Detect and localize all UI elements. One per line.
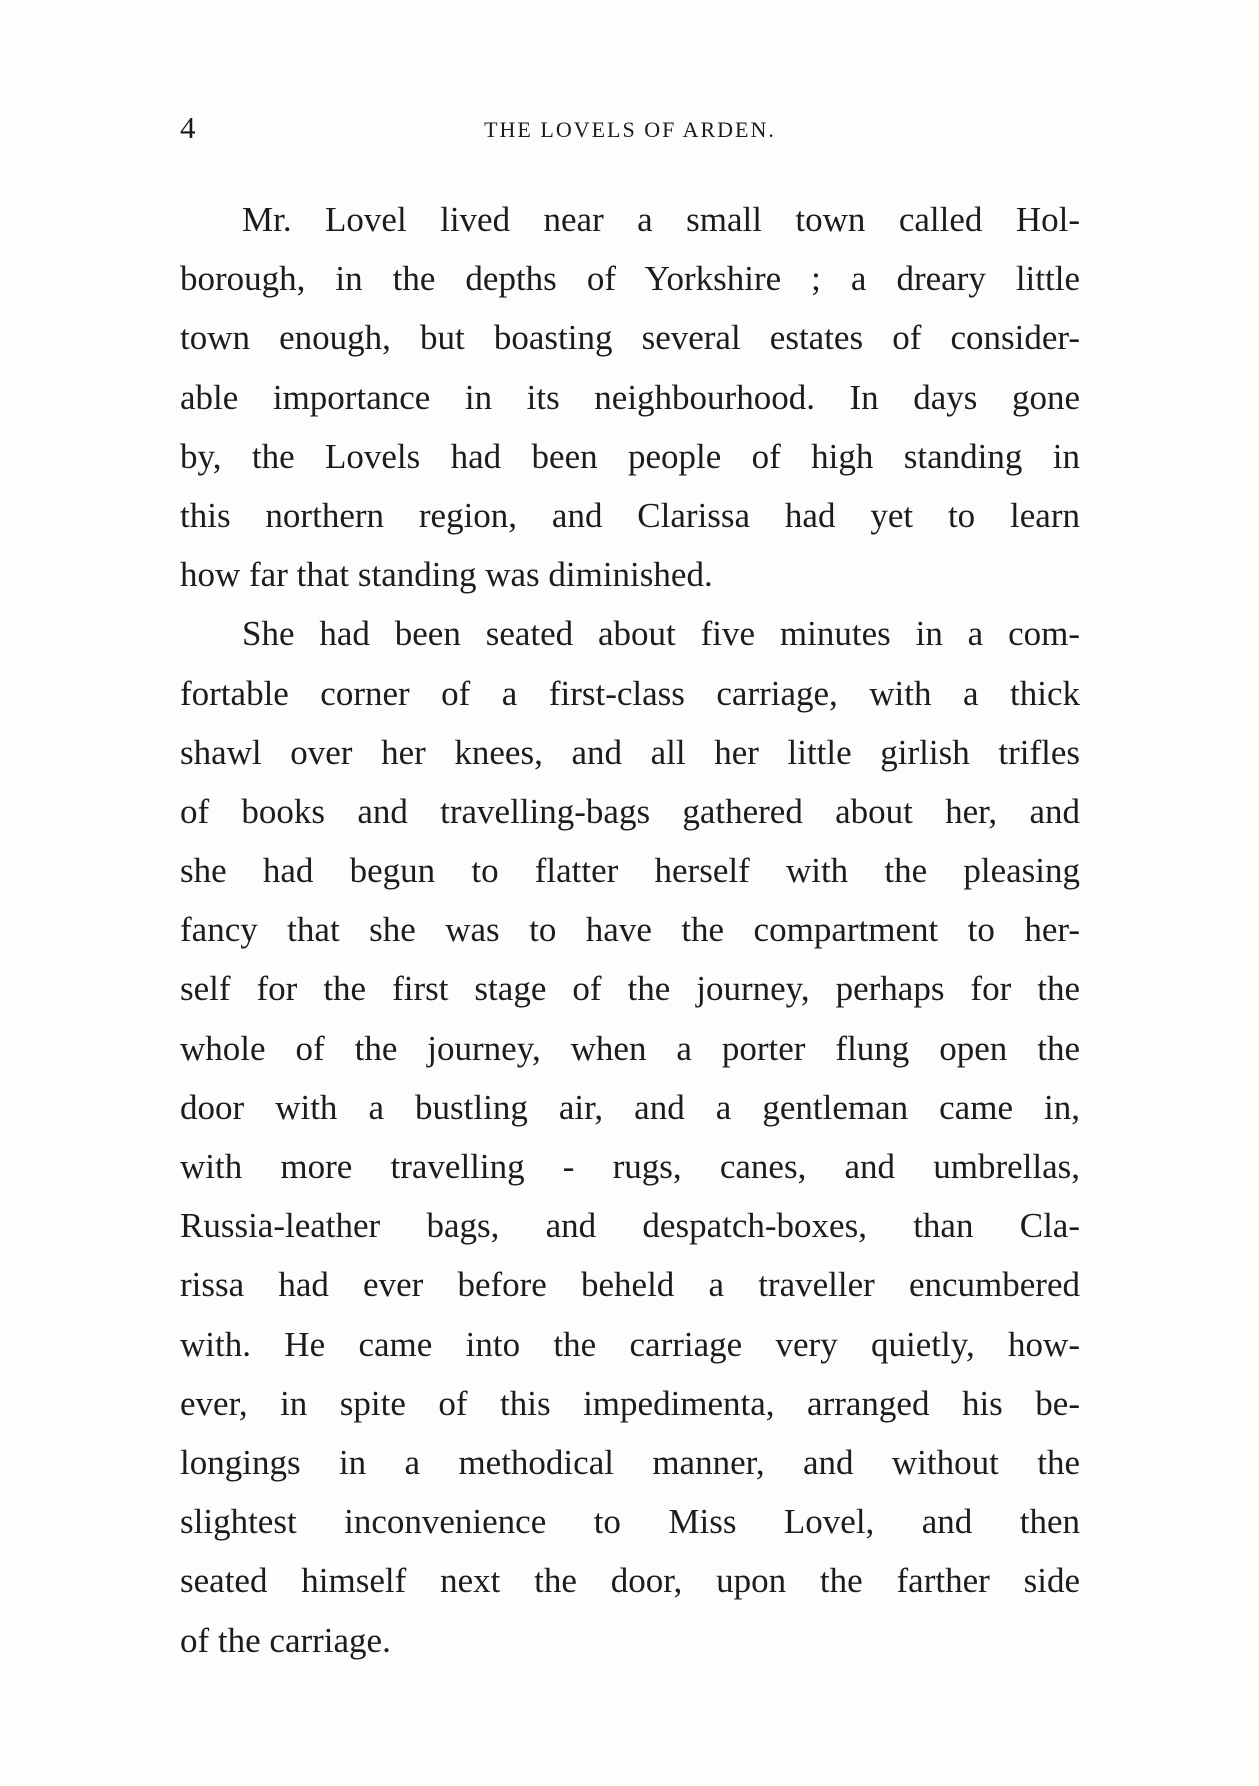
page-number: 4 [180,110,196,145]
text-line: able importance in its neighbourhood. In days gone [180,377,1080,417]
text-line: rissa had ever before beheld a traveller encumbered [180,1265,1080,1305]
text-line: slightest inconvenience to Miss Lovel, and then [180,1502,1080,1542]
text-line: of the carriage. [180,1620,391,1660]
text-line: Mr. Lovel lived near a small town called Hol- [242,200,1080,239]
text-line: door with a bustling air, and a gentleman came in, [180,1087,1080,1127]
text-line: ever, in spite of this impedimenta, arranged his be- [180,1383,1080,1423]
text-line: town enough, but boasting several estates of consider- [180,318,1080,358]
text-line: how far that standing was diminished. [180,555,713,595]
text-line: she had begun to flatter herself with the pleasing [180,851,1080,891]
text-line: longings in a methodical manner, and without the [180,1442,1080,1482]
text-line: of books and travelling-bags gathered about her, and [180,791,1080,831]
text-line: She had been seated about five minutes in a com- [242,614,1080,654]
text-line: with. He came into the carriage very quietly, how- [180,1324,1080,1364]
text-line: fancy that she was to have the compartment to her- [180,910,1080,950]
running-title: THE LOVELS OF ARDEN. [484,117,776,142]
text-line: by, the Lovels had been people of high standing in [180,436,1080,476]
text-line: Russia-leather bags, and despatch-boxes, than Cla- [180,1206,1080,1246]
paragraph [180,190,1080,604]
text-line: fortable corner of a first-class carriage, with a thick [180,673,1080,713]
paragraph [180,604,1080,1669]
text-line: with more travelling - rugs, canes, and umbrellas, [180,1147,1080,1186]
text-line: borough, in the depths of Yorkshire ; a dreary little [180,259,1080,299]
text-line: this northern region, and Clarissa had yet to learn [180,495,1080,535]
text-line: shawl over her knees, and all her little girlish trifles [180,732,1080,772]
text-line: self for the first stage of the journey, perhaps for the [180,969,1080,1009]
text-line: whole of the journey, when a porter flung open the [180,1028,1080,1068]
text-line: seated himself next the door, upon the farther side [180,1561,1080,1601]
running-head [180,108,1080,148]
body-text [180,190,1080,1670]
